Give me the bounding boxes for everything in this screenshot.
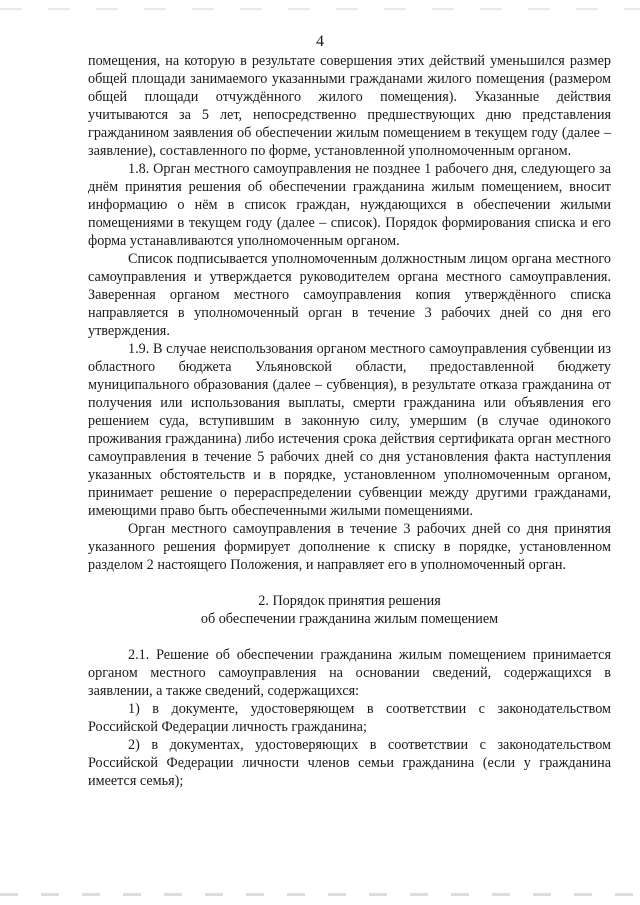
paragraph-1-9: 1.9. В случае неиспользования органом местного самоуправления субвенции из областного бюджета Ульяновской области, предоставленной бюджету муниципального образования (далее – субвенция), в результате отказа гражданина от получения или использования выплаты, смерти гражданина или объявления его решением суда, вступившим в законную силу, умершим (в случае одинокого проживания гражданина) либо истечения срока действия сертификата орган местного самоуправления в течение 5 рабочих дней со дня установления факта наступления указанных обстоятельств и в порядке, установленном уполномоченным органом, принимает решение о перераспределении субвенции между другими гражданами, имеющими право быть обеспеченными жилыми помещениями. [88,341,611,519]
paragraph-2-1: 2.1. Решение об обеспечении гражданина жилым помещением принимается органом местного самоуправления на основании сведений, содержащихся в заявлении, а также сведений, содержащихся: [88,647,611,699]
page-number: 4 [316,33,324,50]
list-item-1: 1) в документе, удостоверяющем в соответствии с законодательством Российской Федерации личность гражданина; [88,701,611,735]
section-heading-line-1: 2. Порядок принятия решения [258,593,441,609]
document-body [88,52,611,790]
paragraph-1-8: 1.8. Орган местного самоуправления не позднее 1 рабочего дня, следующего за днём принятия решения об обеспечении гражданина жилым помещением, вносит информацию о нём в список граждан, нуждающихся в обеспечении жилыми помещениями в текущем году (далее – список). Порядок формирования списка и его форма устанавливаются уполномоченным органом. [88,161,611,249]
paragraph-list-addition: Орган местного самоуправления в течение 3 рабочих дней со дня принятия указанного решения формирует дополнение к списку в порядке, установленном разделом 2 настоящего Положения, и направляет его в уполномоченный орган. [88,521,611,573]
scan-edge-top [0,8,640,10]
paragraph-list-signing: Список подписывается уполномоченным должностным лицом органа местного самоуправления и утверждается руководителем органа местного самоуправления. Заверенная органом местного самоуправления копия утверждённого списка направляется в уполномоченный орган в течение 3 рабочих дней со дня его утверждения. [88,251,611,339]
paragraph-continuation: помещения, на которую в результате совершения этих действий уменьшился размер общей площади занимаемого указанными гражданами жилого помещения (размером общей площади отчуждённого жилого помещения). Указанные действия учитываются за 5 лет, непосредственно предшествующих дню представления гражданином заявления об обеспечении жилым помещением в текущем году (далее – заявление), составленного по форме, установленной уполномоченным органом. [88,53,611,159]
section-heading-line-2: об обеспечении гражданина жилым помещением [200,611,499,627]
scan-edge-bottom [0,893,640,896]
list-item-2: 2) в документах, удостоверяющих в соответствии с законодательством Российской Федерации личности членов семьи гражданина (если у гражданина имеется семья); [88,737,611,789]
